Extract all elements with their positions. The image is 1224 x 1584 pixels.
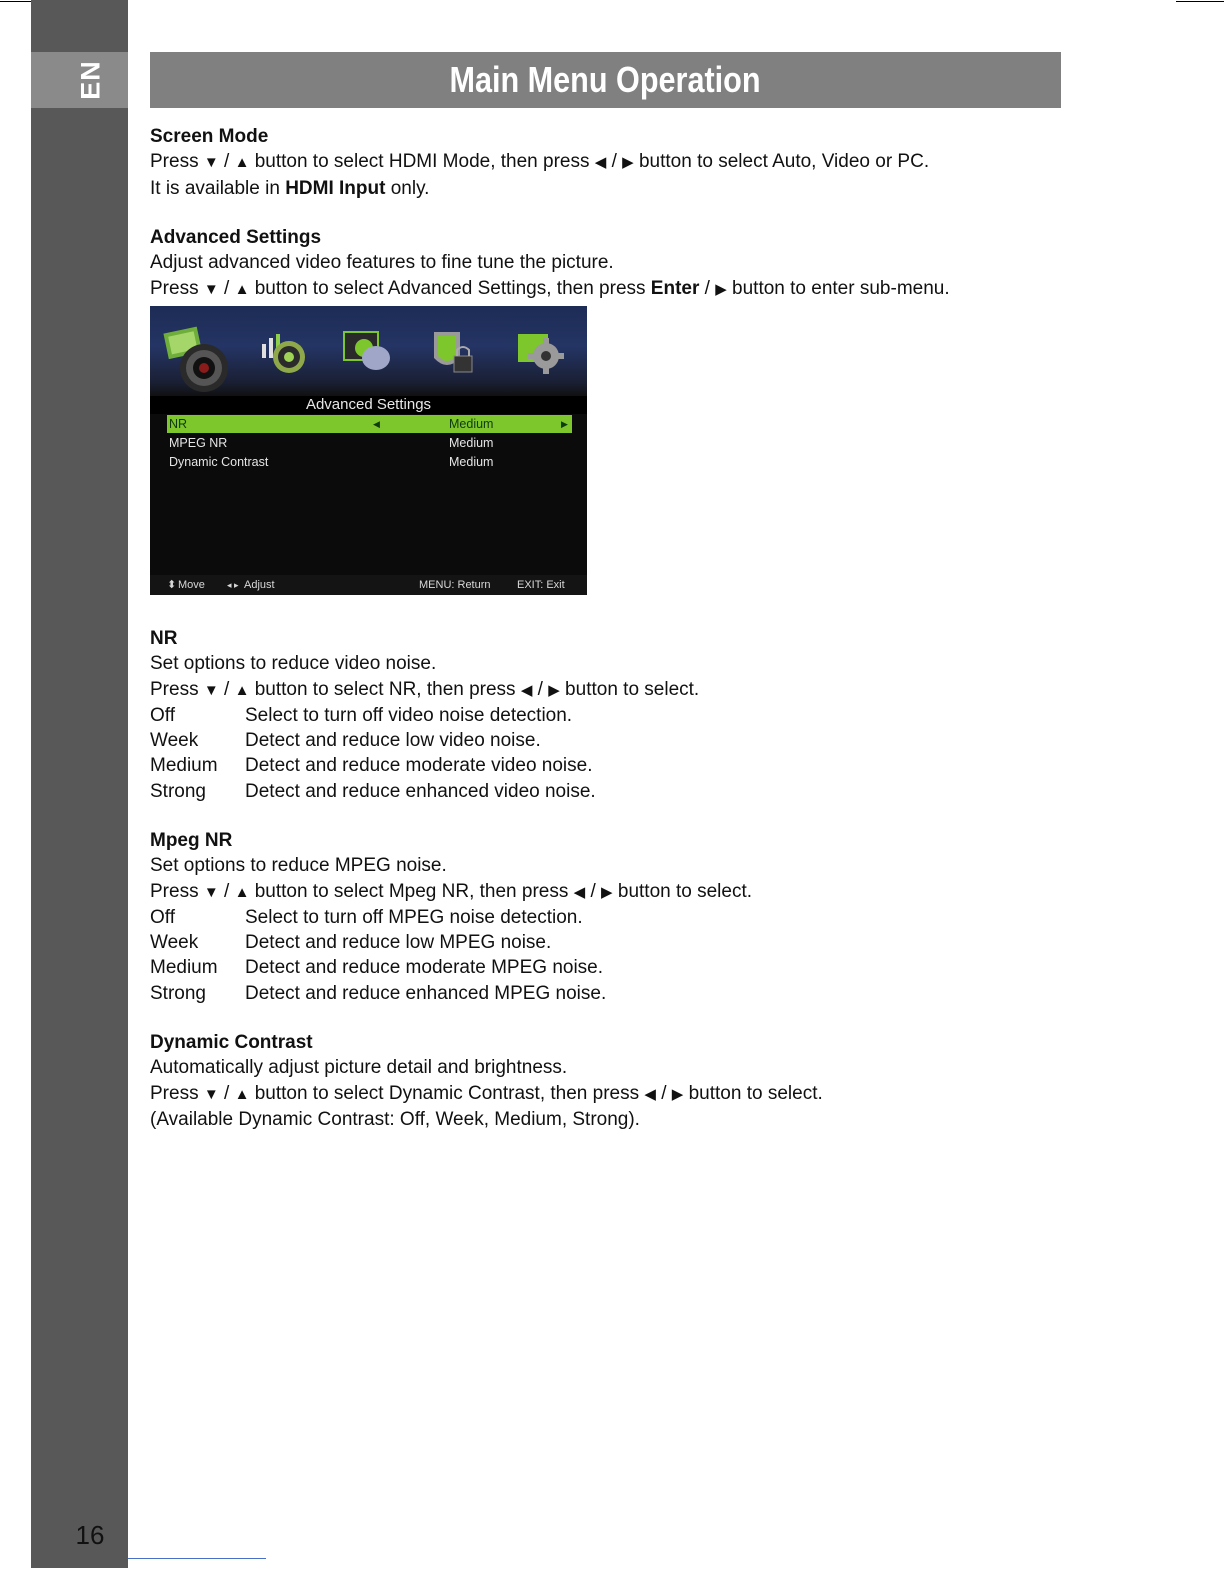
nr-line-1: Set options to reduce video noise. — [150, 653, 437, 675]
nr-option-medium: Medium Detect and reduce moderate video noise. — [150, 755, 593, 777]
mpeg-nr-option-off: Off Select to turn off MPEG noise detection. — [150, 906, 583, 928]
advanced-settings-line-2: Press ▼ / ▲ button to select Advanced Settings, then press Enter / ▶ button to enter sub-menu. — [150, 277, 950, 299]
nr-option-week: Week Detect and reduce low video noise. — [150, 730, 541, 752]
page-number: 16 — [75, 1520, 105, 1550]
mpeg-nr-line-2: Press ▼ / ▲ button to select Mpeg NR, then press ◀ / ▶ button to select. — [150, 880, 753, 902]
channel-satellite-icon — [342, 328, 394, 374]
osd-row-value: Medium — [449, 417, 494, 431]
adjust-icon: ◂ ▸ — [227, 580, 239, 590]
up-arrow-icon: ▲ — [234, 883, 250, 901]
osd-screenshot — [150, 306, 587, 595]
setup-gear-icon — [516, 330, 568, 376]
nr-option-off: Off Select to turn off video noise detection. — [150, 704, 573, 726]
right-arrow-icon: ▶ — [715, 280, 727, 298]
down-arrow-icon: ▼ — [203, 154, 219, 172]
mpeg-nr-line-1: Set options to reduce MPEG noise. — [150, 855, 447, 877]
osd-menu-title: Advanced Settings — [150, 396, 587, 414]
up-arrow-icon: ▲ — [234, 154, 250, 172]
lock-icon — [430, 328, 478, 378]
nr-heading: NR — [150, 628, 178, 649]
section-advanced-settings — [150, 225, 1070, 302]
osd-footer — [150, 575, 587, 595]
sound-speaker-icon — [260, 330, 310, 376]
left-arrow-icon: ◀ — [644, 1085, 656, 1103]
osd-row-dynamic-contrast[interactable] — [167, 453, 572, 471]
osd-row-nr[interactable] — [167, 415, 572, 433]
dynamic-contrast-line-1: Automatically adjust picture detail and brightness. — [150, 1057, 568, 1079]
page-header — [150, 52, 1061, 108]
dynamic-contrast-heading: Dynamic Contrast — [150, 1032, 313, 1053]
osd-row-label: NR — [169, 417, 188, 431]
mpeg-nr-heading: Mpeg NR — [150, 830, 233, 851]
down-arrow-icon: ▼ — [203, 280, 219, 298]
osd-left-arrow-icon: ◀ — [373, 419, 380, 429]
osd-row-value: Medium — [449, 455, 494, 469]
mpeg-nr-option-week: Week Detect and reduce low MPEG noise. — [150, 932, 552, 954]
mpeg-nr-option-medium: Medium Detect and reduce moderate MPEG noise. — [150, 957, 604, 979]
language-label: EN — [75, 60, 106, 100]
osd-footer-adjust: Adjust — [244, 579, 275, 591]
move-icon: ⬍ — [167, 579, 177, 591]
section-mpeg-nr — [150, 828, 1070, 1006]
section-screen-mode — [150, 124, 1070, 201]
left-arrow-icon: ◀ — [573, 883, 586, 901]
nr-line-2: Press ▼ / ▲ button to select NR, then press ◀ / ▶ button to select. — [150, 678, 700, 700]
nr-option-strong: Strong Detect and reduce enhanced video noise. — [150, 780, 596, 802]
picture-camera-icon — [162, 324, 232, 396]
page-title: Main Menu Operation — [449, 59, 762, 100]
advanced-settings-heading: Advanced Settings — [150, 227, 322, 248]
crop-mark-right — [1176, 1, 1224, 2]
screen-mode-heading: Screen Mode — [150, 126, 269, 147]
right-arrow-icon: ▶ — [671, 1085, 684, 1103]
down-arrow-icon: ▼ — [203, 1085, 219, 1103]
osd-footer-menu-return: MENU: Return — [419, 579, 491, 591]
dynamic-contrast-line-3: (Available Dynamic Contrast: Off, Week, Medium, Strong). — [150, 1108, 640, 1130]
right-arrow-icon: ▶ — [548, 681, 560, 699]
osd-row-value: Medium — [449, 436, 494, 450]
osd-right-arrow-icon: ▶ — [561, 419, 568, 429]
down-arrow-icon: ▼ — [203, 681, 219, 699]
sidebar — [31, 0, 128, 1568]
osd-footer-exit: EXIT: Exit — [517, 579, 565, 591]
osd-footer-move: Move — [178, 579, 205, 591]
mpeg-nr-option-strong: Strong Detect and reduce enhanced MPEG noise. — [150, 982, 607, 1004]
right-arrow-icon: ▶ — [601, 883, 613, 901]
section-dynamic-contrast — [150, 1030, 1070, 1132]
right-arrow-icon: ▶ — [622, 154, 634, 172]
left-arrow-icon: ◀ — [594, 154, 607, 172]
dynamic-contrast-line-2: Press ▼ / ▲ button to select Dynamic Contrast, then press ◀ / ▶ button to select. — [150, 1082, 823, 1104]
up-arrow-icon: ▲ — [234, 681, 250, 699]
footer-line — [128, 1558, 266, 1559]
up-arrow-icon: ▲ — [234, 1085, 250, 1103]
osd-row-mpeg-nr[interactable] — [167, 434, 572, 452]
advanced-settings-line-1: Adjust advanced video features to fine tune the picture. — [150, 252, 614, 274]
screen-mode-line-2: It is available in HDMI Input only. — [150, 177, 430, 199]
section-nr — [150, 626, 1070, 804]
left-arrow-icon: ◀ — [520, 681, 533, 699]
osd-row-label: Dynamic Contrast — [169, 455, 269, 469]
osd-row-label: MPEG NR — [169, 436, 228, 450]
down-arrow-icon: ▼ — [203, 883, 219, 901]
up-arrow-icon: ▲ — [234, 280, 250, 298]
screen-mode-line-1: Press ▼ / ▲ button to select HDMI Mode, then press ◀ / ▶ button to select Auto, Video or PC. — [150, 151, 930, 173]
